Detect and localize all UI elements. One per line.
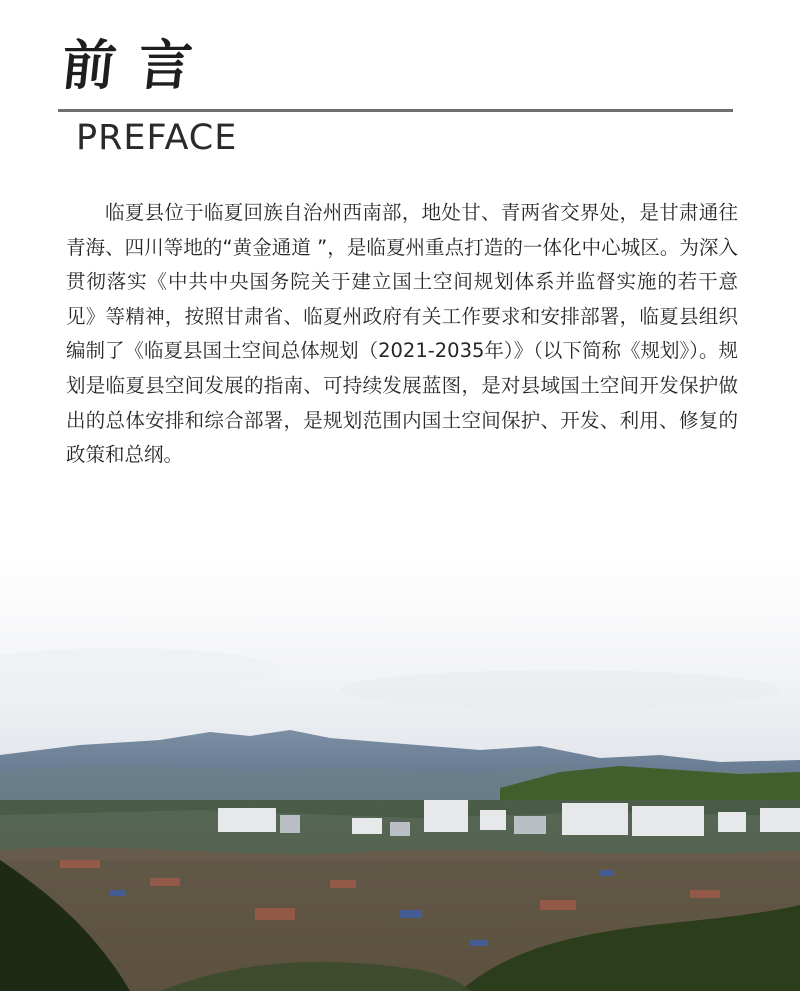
city-landscape-photo [0,560,800,991]
page-title: 前言 [58,33,218,97]
title-divider [58,109,733,112]
preface-paragraph: 临夏县位于临夏回族自治州西南部，地处甘、青两省交界处，是甘肃通往青海、四川等地的“黄金通道 ”，是临夏州重点打造的一体化中心城区。为深入贯彻落实《中共中央国务院关于建立国土空间规划体系并监督实施的若干意见》等精神，按照甘肃省、临夏州政府有关工作要求和安排部署，临夏县组织编制了《临夏县国土空间总体规划（2021-2035年）》（以下简称《规划》）。规划是临夏县空间发展的指南、可持续发展蓝图，是对县域国土空间开发保护做出的总体安排和综合部署，是规划范围内国土空间保护、开发、利用、修复的政策和总纲。 [66,201,738,467]
page-subtitle: PREFACE [76,118,238,158]
